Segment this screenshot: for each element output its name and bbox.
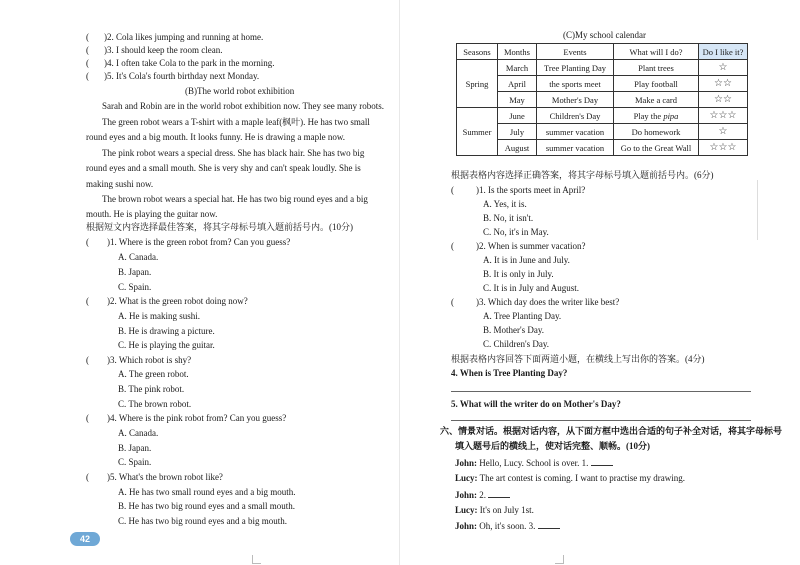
instruction-c1: 根据表格内容选择正确答案，将其字母标号填入题前括号内。(6分) bbox=[451, 170, 714, 180]
todo-cell: Go to the Great Wall bbox=[614, 140, 699, 156]
option: C. Children's Day. bbox=[483, 339, 550, 349]
passage-line-1: Sarah and Robin are in the world robot exhibition now. They see many robots. bbox=[102, 101, 384, 111]
season-cell: Summer bbox=[457, 108, 498, 156]
option: C. Spain. bbox=[118, 282, 152, 292]
star-rating: ☆ bbox=[699, 124, 748, 140]
option: A. Yes, it is. bbox=[483, 199, 527, 209]
header-months: Months bbox=[498, 44, 537, 60]
month-cell: July bbox=[498, 124, 537, 140]
option: B. No, it isn't. bbox=[483, 213, 534, 223]
question-b5: ( )5. What's the brown robot like? bbox=[86, 472, 223, 482]
passage-line-8: mouth. He is playing the guitar now. bbox=[86, 209, 218, 219]
question-b3: ( )3. Which robot is shy? bbox=[86, 355, 192, 365]
table-row bbox=[457, 108, 748, 124]
section-6-title: 六、情景对话。根据对话内容，从下面方框中选出合适的句子补全对话，将其字母标号 bbox=[440, 426, 783, 436]
option: B. He is drawing a picture. bbox=[118, 326, 215, 336]
option: A. The green robot. bbox=[118, 369, 189, 379]
event-cell: summer vacation bbox=[537, 124, 614, 140]
answer-blank[interactable] bbox=[488, 489, 510, 498]
question-c4: 4. When is Tree Planting Day? bbox=[451, 368, 568, 378]
option: B. He has two big round eyes and a small mouth. bbox=[118, 501, 295, 511]
question-b2: ( )2. What is the green robot doing now? bbox=[86, 296, 248, 306]
tf-item-3: ( )3. I should keep the room clean. bbox=[86, 45, 223, 55]
option: B. Japan. bbox=[118, 267, 152, 277]
section-6-title-line2: 填入题号后的横线上，使对话完整、顺畅。(10分) bbox=[455, 441, 650, 451]
dialog-line-2: Lucy: The art contest is coming. I want to practise my drawing. bbox=[455, 473, 686, 483]
question-c3: ( )3. Which day does the writer like best? bbox=[451, 297, 620, 307]
table-row bbox=[457, 124, 748, 140]
option: C. It is in July and August. bbox=[483, 283, 580, 293]
dialog-line-3: John: 2. bbox=[455, 489, 510, 501]
header-events: Events bbox=[537, 44, 614, 60]
option: A. Canada. bbox=[118, 428, 159, 438]
month-cell: March bbox=[498, 60, 537, 76]
dialog-line-5: John: Oh, it's soon. 3. bbox=[455, 520, 560, 532]
passage-line-7: The brown robot wears a special hat. He has two big round eyes and a big bbox=[102, 194, 368, 204]
instruction-c2: 根据表格内容回答下面两道小题，在横线上写出你的答案。(4分) bbox=[451, 354, 705, 364]
option: A. It is in June and July. bbox=[483, 255, 570, 265]
header-what-will-i-do: What will I do? bbox=[614, 44, 699, 60]
star-rating: ☆☆☆ bbox=[699, 140, 748, 156]
todo-cell: Make a card bbox=[614, 92, 699, 108]
header-do-i-like-it: Do I like it? bbox=[699, 44, 748, 60]
month-cell: May bbox=[498, 92, 537, 108]
section-b-title: (B)The world robot exhibition bbox=[185, 86, 295, 96]
passage-line-5: round eyes and a small mouth. She is very shy and can't speak loudly. She is bbox=[86, 163, 361, 173]
question-c1: ( )1. Is the sports meet in April? bbox=[451, 185, 586, 195]
star-rating: ☆☆ bbox=[699, 76, 748, 92]
month-cell: April bbox=[498, 76, 537, 92]
option: C. Spain. bbox=[118, 457, 152, 467]
event-cell: Tree Planting Day bbox=[537, 60, 614, 76]
passage-line-6: making sushi now. bbox=[86, 179, 154, 189]
todo-cell: Play football bbox=[614, 76, 699, 92]
header-seasons: Seasons bbox=[457, 44, 498, 60]
event-cell: Children's Day bbox=[537, 108, 614, 124]
option: C. No, it's in May. bbox=[483, 227, 549, 237]
tf-item-2: ( )2. Cola likes jumping and running at home. bbox=[86, 32, 264, 42]
passage-line-4: The pink robot wears a special dress. She has black hair. She has two big bbox=[102, 148, 365, 158]
star-rating: ☆ bbox=[699, 60, 748, 76]
question-c2: ( )2. When is summer vacation? bbox=[451, 241, 586, 251]
tf-item-5: ( )5. It's Cola's fourth birthday next Monday. bbox=[86, 71, 260, 81]
event-cell: summer vacation bbox=[537, 140, 614, 156]
section-c-title: (C)My school calendar bbox=[563, 30, 646, 40]
question-b1: ( )1. Where is the green robot from? Can you guess? bbox=[86, 237, 291, 247]
star-rating: ☆☆☆ bbox=[699, 108, 748, 124]
answer-line bbox=[451, 420, 751, 421]
crop-mark bbox=[252, 555, 261, 564]
instruction-b: 根据短文内容选择最佳答案，将其字母标号填入题前括号内。(10分) bbox=[86, 222, 353, 232]
table-row bbox=[457, 76, 748, 92]
option: C. The brown robot. bbox=[118, 399, 192, 409]
answer-blank[interactable] bbox=[591, 457, 613, 466]
answer-line bbox=[451, 391, 751, 392]
todo-cell: Play the pipa bbox=[614, 108, 699, 124]
option: A. Canada. bbox=[118, 252, 159, 262]
dialog-line-1: John: Hello, Lucy. School is over. 1. bbox=[455, 457, 613, 469]
table-row bbox=[457, 92, 748, 108]
option: C. He is playing the guitar. bbox=[118, 340, 215, 350]
option: B. Japan. bbox=[118, 443, 152, 453]
option: C. He has two big round eyes and a big mouth. bbox=[118, 516, 287, 526]
dialog-line-4: Lucy: It's on July 1st. bbox=[455, 505, 534, 515]
question-b4: ( )4. Where is the pink robot from? Can you guess? bbox=[86, 413, 287, 423]
question-c5: 5. What will the writer do on Mother's Day? bbox=[451, 399, 621, 409]
binding-line bbox=[757, 180, 758, 240]
star-rating: ☆☆ bbox=[699, 92, 748, 108]
option: B. The pink robot. bbox=[118, 384, 185, 394]
table-header-row bbox=[457, 44, 748, 60]
option: A. Tree Planting Day. bbox=[483, 311, 562, 321]
month-cell: August bbox=[498, 140, 537, 156]
season-cell: Spring bbox=[457, 60, 498, 108]
passage-line-2: The green robot wears a T-shirt with a maple leaf(枫叶). He has two small bbox=[102, 117, 370, 127]
option: B. Mother's Day. bbox=[483, 325, 545, 335]
answer-blank[interactable] bbox=[538, 520, 560, 529]
passage-line-3: round eyes and a big mouth. It looks funny. He is drawing a maple now. bbox=[86, 132, 346, 142]
table-row bbox=[457, 60, 748, 76]
school-calendar-table bbox=[456, 43, 748, 156]
table-row bbox=[457, 140, 748, 156]
event-cell: Mother's Day bbox=[537, 92, 614, 108]
month-cell: June bbox=[498, 108, 537, 124]
todo-cell: Plant trees bbox=[614, 60, 699, 76]
option: A. He is making sushi. bbox=[118, 311, 200, 321]
page-number: 42 bbox=[70, 532, 100, 546]
todo-cell: Do homework bbox=[614, 124, 699, 140]
crop-mark bbox=[555, 555, 564, 564]
option: B. It is only in July. bbox=[483, 269, 554, 279]
event-cell: the sports meet bbox=[537, 76, 614, 92]
option: A. He has two small round eyes and a big mouth. bbox=[118, 487, 296, 497]
tf-item-4: ( )4. I often take Cola to the park in the morning. bbox=[86, 58, 275, 68]
